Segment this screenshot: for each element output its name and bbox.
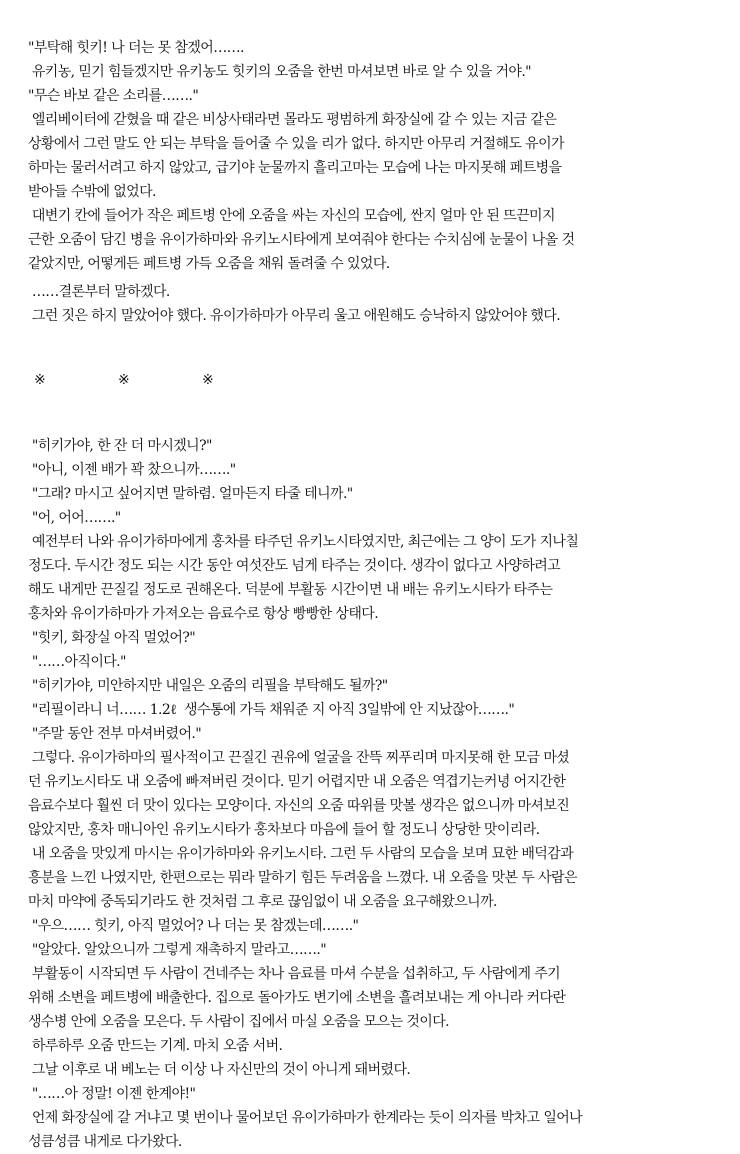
text-line: 언제 화장실에 갈 거냐고 몇 번이나 물어보던 유이가하마가 한계라는 듯이 의자를 박차고 일어나	[28, 1110, 583, 1126]
text-line: 하루하루 오줌 만드는 기계. 마치 오줌 서버.	[28, 1038, 283, 1054]
text-line: 성큼성큼 내게로 다가왔다.	[28, 1134, 182, 1150]
text-section-main	[28, 434, 728, 1154]
text-line: 그날 이후로 내 베노는 더 이상 나 자신만의 것이 아니게 돼버렸다.	[28, 1062, 411, 1078]
text-line: "……아직이다."	[28, 654, 126, 670]
text-section-conclusion	[28, 280, 728, 328]
text-line: 생수병 안에 오줌을 모은다. 두 사람이 집에서 마실 오줌을 모으는 것이다.	[28, 1014, 449, 1030]
text-line: 대변기 칸에 들어가 작은 페트병 안에 오줌을 싸는 자신의 모습에, 싼지 얼마 안 된 뜨끈미지	[28, 208, 555, 224]
text-line: 부활동이 시작되면 두 사람이 건네주는 차나 음료를 마셔 수분을 섭취하고, 두 사람에게 주기	[28, 966, 561, 982]
text-line: 유키농, 믿기 힘들겠지만 유키농도 힛키의 오줌을 한번 마셔보면 바로 알 수 있을 거야."	[28, 64, 532, 80]
text-line: 받아들 수밖에 없었다.	[28, 184, 156, 200]
text-line: "히키가야, 미안하지만 내일은 오줌의 리필을 부탁해도 될까?"	[28, 678, 388, 694]
text-line: 그런 짓은 하지 말았어야 했다. 유이가하마가 아무리 울고 애원해도 승낙하지 않았어야 했다.	[28, 308, 561, 324]
text-line: 상황에서 그런 말도 안 되는 부탁을 들어줄 수 있을 리가 없다. 하지만 아무리 거절해도 유이가	[28, 136, 564, 152]
text-line: 같았지만, 어떻게든 페트병 가득 오줌을 채워 돌려줄 수 있었다.	[28, 256, 390, 272]
text-line: 정도다. 두시간 정도 되는 시간 동안 여섯잔도 넘게 타주는 것이다. 생각이 없다고 사양하려고	[28, 558, 561, 574]
text-line: 예전부터 나와 유이가하마에게 홍차를 타주던 유키노시타였지만, 최근에는 그 양이 도가 지나칠	[28, 534, 579, 550]
text-line: "그래? 마시고 싶어지면 말하렴. 얼마든지 타줄 테니까."	[28, 486, 353, 502]
text-line: 홍차와 유이가하마가 가져오는 음료수로 항상 빵빵한 상태다.	[28, 606, 379, 622]
text-line: "부탁해 힛키! 나 더는 못 참겠어…….	[28, 40, 244, 56]
text-line: 던 유키노시타도 내 오줌에 빠져버린 것이다. 믿기 어렵지만 내 오줌은 역겹기는커녕 어지간한	[28, 774, 566, 790]
divider-mark: ※	[202, 372, 214, 388]
text-line: 내 오줌을 맛있게 마시는 유이가하마와 유키노시타. 그런 두 사람의 모습을 보며 묘한 배덕감과	[28, 846, 574, 862]
text-line: "힛키, 화장실 아직 멀었어?"	[28, 630, 196, 646]
text-line: 않았지만, 홍차 매니아인 유키노시타가 홍차보다 마음에 들어 할 정도니 상당한 맛이리라.	[28, 822, 540, 838]
text-line: "아니, 이젠 배가 꽉 찼으니까……."	[28, 462, 236, 478]
text-line: 음료수보다 훨씬 더 맛이 있다는 모양이다. 자신의 오줌 따위를 맛볼 생각은 없으니까 마셔보진	[28, 798, 570, 814]
text-line: 흥분을 느낀 나였지만, 한편으로는 뭐라 말하기 힘든 두려움을 느꼈다. 내 오줌을 맛본 두 사람은	[28, 870, 577, 886]
text-line: "주말 동안 전부 마셔버렸어."	[28, 726, 202, 742]
text-line: "리필이라니 너…… 1.2ℓ 생수통에 가득 채워준 지 아직 3일밖에 안 지났잖아……."	[28, 702, 515, 718]
text-line: 엘리베이터에 갇혔을 때 같은 비상사태라면 몰라도 평범하게 화장실에 갈 수 있는 지금 같은	[28, 112, 557, 128]
text-line: ……결론부터 말하겠다.	[28, 284, 170, 300]
text-section-intro	[28, 36, 728, 276]
text-line: 위해 소변을 페트병에 배출한다. 집으로 돌아가도 변기에 소변을 흘려보내는 게 아니라 커다란	[28, 990, 566, 1006]
text-line: "무슨 바보 같은 소리를……."	[28, 88, 199, 104]
text-line: 해도 내게만 끈질길 정도로 권해온다. 덕분에 부활동 시간이면 내 배는 유키노시타가 타주는	[28, 582, 553, 598]
text-line: "……아 정말! 이젠 한계야!"	[28, 1086, 196, 1102]
text-line: 근한 오줌이 담긴 병을 유이가하마와 유키노시타에게 보여줘야 한다는 수치심에 눈물이 나올 것	[28, 232, 575, 248]
text-line: 마치 마약에 중독되기라도 한 것처럼 그 후로 끊임없이 내 오줌을 요구해왔으니까.	[28, 894, 497, 910]
text-line: 그렇다. 유이가하마의 필사적이고 끈질긴 권유에 얼굴을 잔뜩 찌푸리며 마지못해 한 모금 마셨	[28, 750, 570, 766]
text-line: "우으…… 힛키, 아직 멀었어? 나 더는 못 참겠는데……."	[28, 918, 359, 934]
text-line: "히키가야, 한 잔 더 마시겠니?"	[28, 438, 212, 454]
text-line: "알았다. 알았으니까 그렇게 재촉하지 말라고……."	[28, 942, 327, 958]
text-line: 하마는 물러서려고 하지 않았고, 급기야 눈물까지 흘리고마는 모습에 나는 마지못해 페트병을	[28, 160, 562, 176]
divider-mark: ※	[34, 372, 46, 388]
text-line: "어, 어어……."	[28, 510, 121, 526]
divider-mark: ※	[118, 372, 130, 388]
